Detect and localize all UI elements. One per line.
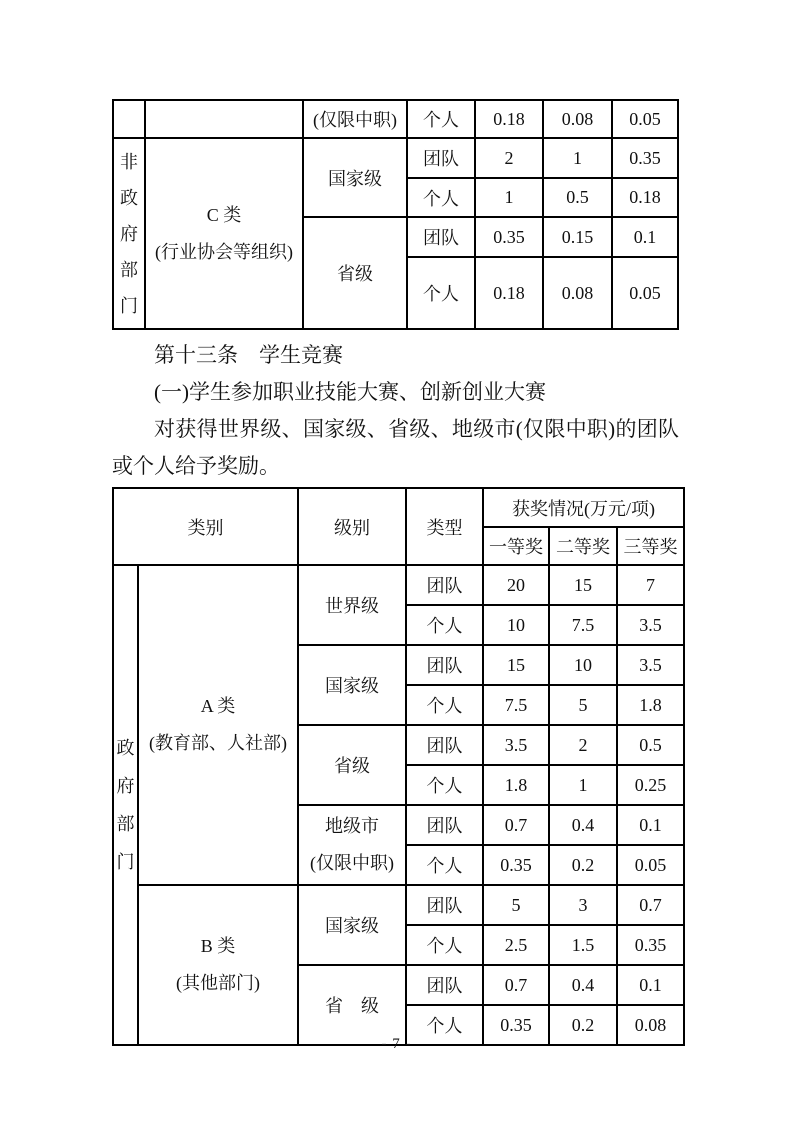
value-cell: 0.7: [483, 805, 549, 845]
value-cell: 7.5: [549, 605, 617, 645]
table-cell-empty: [113, 100, 145, 138]
header-third-prize: 三等奖: [617, 527, 684, 565]
type-cell: 个人: [407, 100, 475, 138]
level-line1: 地级市: [325, 816, 379, 836]
value-cell: 0.35: [475, 217, 543, 257]
header-second-prize: 二等奖: [549, 527, 617, 565]
type-cell: 个人: [406, 1005, 483, 1045]
type-cell: 个人: [406, 605, 483, 645]
value-cell: 0.18: [475, 100, 543, 138]
value-cell: 0.1: [617, 805, 684, 845]
value-cell: 0.18: [475, 257, 543, 329]
value-cell: 0.5: [617, 725, 684, 765]
value-cell: 0.08: [543, 100, 612, 138]
value-cell: 0.35: [483, 845, 549, 885]
value-cell: 7.5: [483, 685, 549, 725]
level-cell: [298, 805, 406, 885]
category-label: A 类: [200, 696, 236, 716]
value-cell: 0.4: [549, 805, 617, 845]
value-cell: 5: [549, 685, 617, 725]
group-cell-gov: 政府部门: [113, 565, 138, 1045]
gov-award-table: [112, 487, 685, 1046]
header-category: 类别: [113, 488, 298, 565]
category-note: (其他部门): [176, 973, 260, 993]
value-cell: 0.7: [483, 965, 549, 1005]
level-cell: 国家级: [303, 138, 407, 217]
value-cell: 2: [475, 138, 543, 178]
value-cell: 0.1: [617, 965, 684, 1005]
page-content: [112, 99, 682, 1046]
header-type: 类型: [406, 488, 483, 565]
value-cell: 7: [617, 565, 684, 605]
table-row: [113, 565, 684, 605]
table-row: [113, 138, 678, 178]
value-cell: 1: [549, 765, 617, 805]
value-cell: 0.2: [549, 845, 617, 885]
value-cell: 0.7: [617, 885, 684, 925]
value-cell: 0.2: [549, 1005, 617, 1045]
value-cell: 1.8: [617, 685, 684, 725]
value-cell: 0.05: [612, 257, 678, 329]
type-cell: 团队: [406, 965, 483, 1005]
value-cell: 0.18: [612, 178, 678, 217]
header-award: 获奖情况(万元/项): [483, 488, 684, 527]
value-cell: 1: [543, 138, 612, 178]
value-cell: 15: [483, 645, 549, 685]
category-cell: [145, 138, 303, 329]
type-cell: 团队: [406, 565, 483, 605]
category-note: (教育部、人社部): [149, 733, 287, 753]
type-cell: 团队: [407, 217, 475, 257]
value-cell: 0.35: [612, 138, 678, 178]
value-cell: 20: [483, 565, 549, 605]
table-cell-empty: [145, 100, 303, 138]
value-cell: 3.5: [617, 645, 684, 685]
level-cell: 世界级: [298, 565, 406, 645]
category-label: B 类: [200, 936, 236, 956]
value-cell: 1: [475, 178, 543, 217]
level-line2: (仅限中职): [310, 853, 394, 873]
value-cell: 0.05: [612, 100, 678, 138]
value-cell: 0.25: [617, 765, 684, 805]
level-cell: 省 级: [298, 965, 406, 1045]
type-cell: 个人: [406, 765, 483, 805]
level-cell: 国家级: [298, 645, 406, 725]
value-cell: 0.08: [617, 1005, 684, 1045]
value-cell: 0.5: [543, 178, 612, 217]
value-cell: 0.15: [543, 217, 612, 257]
level-cell: (仅限中职): [303, 100, 407, 138]
value-cell: 0.4: [549, 965, 617, 1005]
page-number: - 7 -: [381, 1036, 412, 1052]
value-cell: 3.5: [483, 725, 549, 765]
value-cell: 10: [483, 605, 549, 645]
nongov-award-table: [112, 99, 679, 330]
value-cell: 2: [549, 725, 617, 765]
level-cell: 省级: [303, 217, 407, 329]
value-cell: 3.5: [617, 605, 684, 645]
value-cell: 0.08: [543, 257, 612, 329]
table-row: [113, 100, 678, 138]
value-cell: 1.5: [549, 925, 617, 965]
value-cell: 15: [549, 565, 617, 605]
level-cell: 省级: [298, 725, 406, 805]
value-cell: 5: [483, 885, 549, 925]
table-row: [113, 885, 684, 925]
type-cell: 团队: [407, 138, 475, 178]
type-cell: 个人: [406, 925, 483, 965]
type-cell: 个人: [407, 178, 475, 217]
type-cell: 团队: [406, 725, 483, 765]
category-cell-a: [138, 565, 298, 885]
value-cell: 1.8: [483, 765, 549, 805]
article-heading: 第十三条 学生竞赛: [154, 343, 343, 367]
header-level: 级别: [298, 488, 406, 565]
value-cell: 0.1: [612, 217, 678, 257]
type-cell: 团队: [406, 805, 483, 845]
value-cell: 0.05: [617, 845, 684, 885]
group-cell-nongov: 非政府部门: [113, 138, 145, 329]
value-cell: 10: [549, 645, 617, 685]
value-cell: 2.5: [483, 925, 549, 965]
type-cell: 个人: [407, 257, 475, 329]
type-cell: 团队: [406, 645, 483, 685]
type-cell: 个人: [406, 845, 483, 885]
level-cell: 国家级: [298, 885, 406, 965]
value-cell: 3: [549, 885, 617, 925]
header-first-prize: 一等奖: [483, 527, 549, 565]
category-label: C 类: [206, 204, 242, 225]
value-cell: 0.35: [483, 1005, 549, 1045]
type-cell: 个人: [406, 685, 483, 725]
category-note: (行业协会等组织): [155, 241, 293, 262]
value-cell: 0.35: [617, 925, 684, 965]
item-heading: (一)学生参加职业技能大赛、创新创业大赛: [154, 380, 546, 404]
type-cell: 团队: [406, 885, 483, 925]
paragraph: 对获得世界级、国家级、省级、地级市(仅限中职)的团队或个人给予奖励。: [112, 417, 679, 478]
category-cell-b: [138, 885, 298, 1045]
table-header-row: [113, 488, 684, 527]
